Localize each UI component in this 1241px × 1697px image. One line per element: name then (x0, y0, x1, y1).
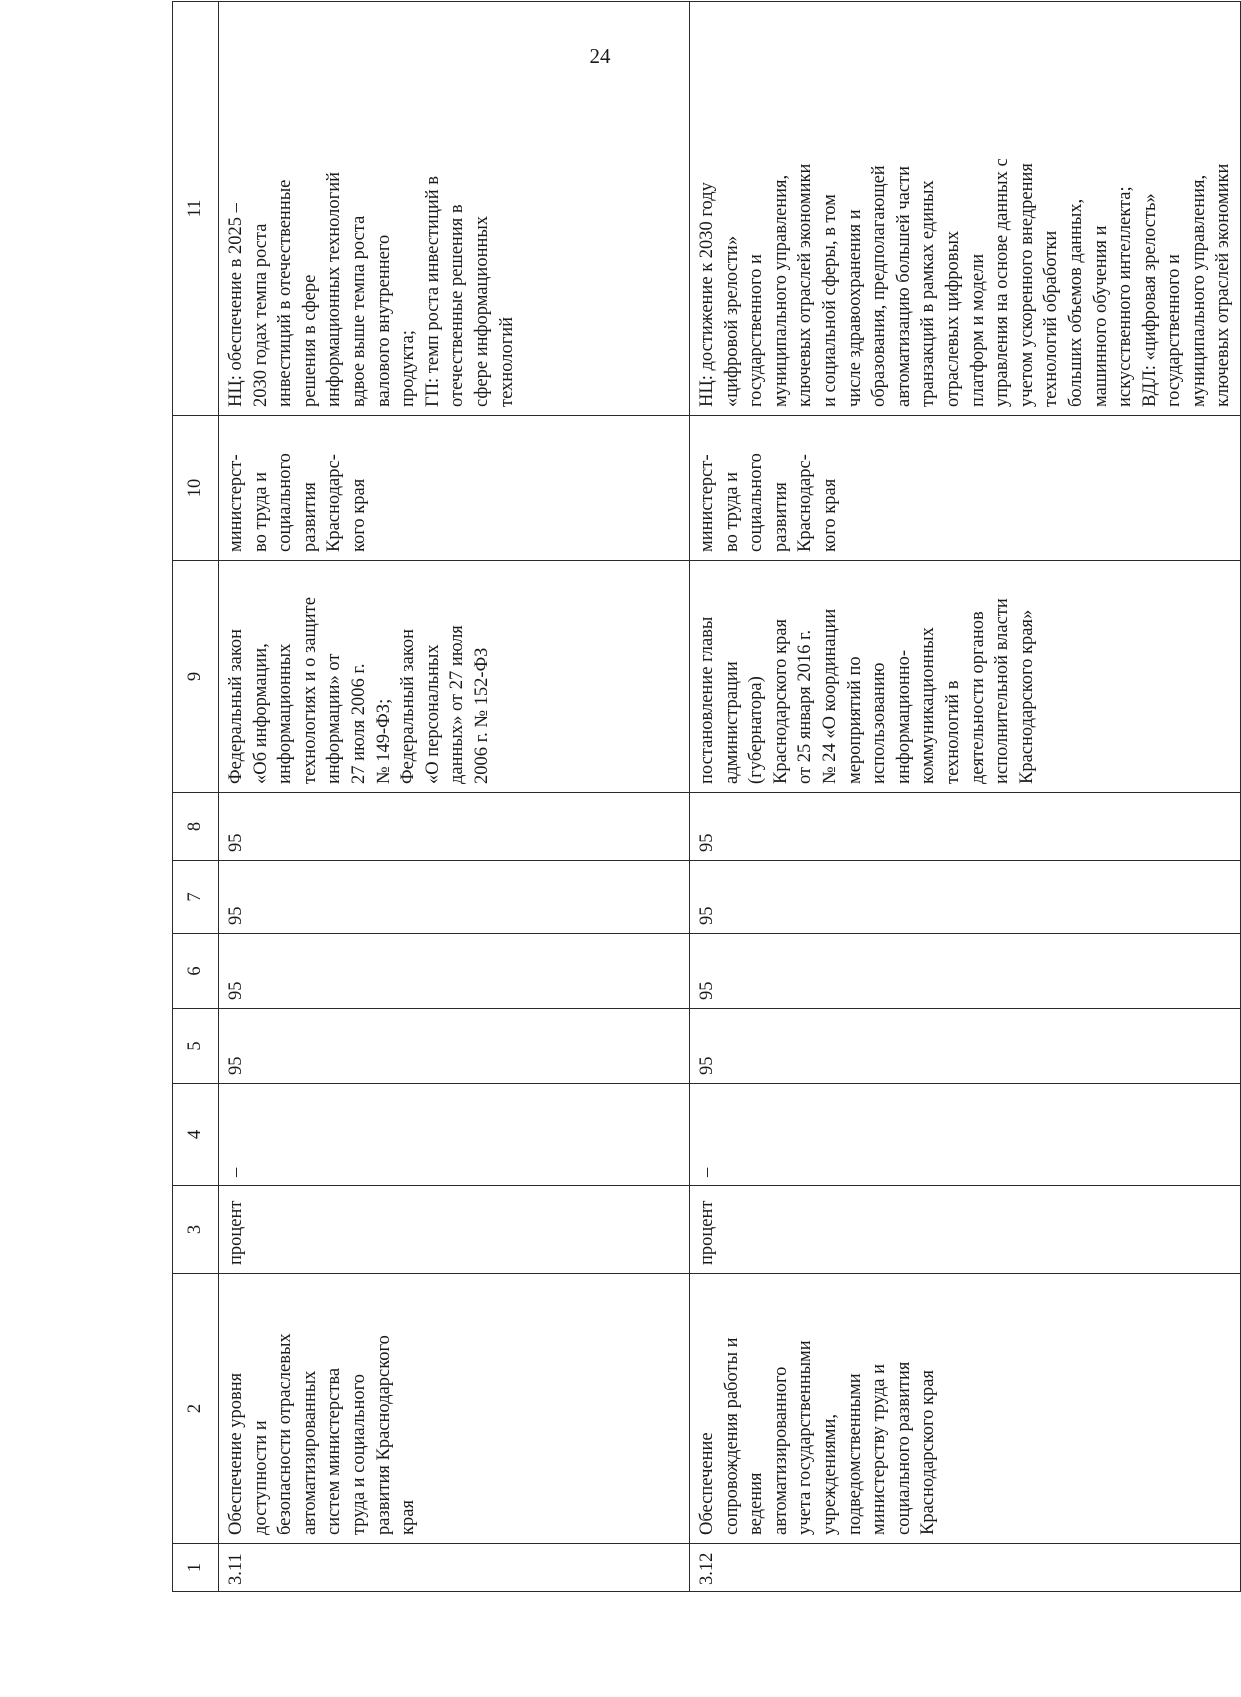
responsible-cell: министерст- во труда и социального развития Краснодарс- кого края (690, 416, 1241, 561)
value-cell: 95 (219, 793, 690, 861)
row-number: 3.12 (690, 1544, 1241, 1592)
value-cell: 95 (690, 861, 1241, 934)
legal-basis-cell: Федеральный закон «Об информации, информационных технологиях и о защите информации» от 27 июля 2006 г. № 149-ФЗ; Федеральный закон «О персональных данных» от 27 июля 2006 г. № 152-ФЗ (219, 561, 690, 793)
table-row (219, 2, 690, 1592)
column-header: 10 (173, 416, 219, 561)
value-cell: 95 (219, 861, 690, 934)
value-cell: 95 (219, 1009, 690, 1084)
value-cell: 95 (690, 1009, 1241, 1084)
base-value-cell: – (690, 1084, 1241, 1186)
goals-cell: НЦ: достижение к 2030 году «цифровой зрелости» государственного и муниципального управления, ключевых отраслей экономики и социальной сферы, в том числе здравоохранения и образования, предполагающей автоматизацию большей части транзакций в рамках единых отраслевых цифровых платформ и модели управления на основе данных с учетом ускоренного внедрения технологий обработки больших объемов данных, машинного обучения и искусственного интеллекта; ВДЛ: «цифровая зрелость» государственного и муниципального управления, ключевых отраслей экономики (690, 2, 1241, 416)
column-header: 6 (173, 934, 219, 1009)
table-row (690, 2, 1241, 1592)
legal-basis-cell: постановление главы администрации (губернатора) Краснодарского края от 25 января 2016 г. № 24 «О координации мероприятий по использованию информационно- коммуникационных технологий в деятельности органов исполнительной власти Краснодарского края» (690, 561, 1241, 793)
column-header: 3 (173, 1186, 219, 1274)
page-number: 24 (589, 44, 611, 68)
column-header: 7 (173, 861, 219, 934)
column-header: 4 (173, 1084, 219, 1186)
rotated-table-frame (172, 2, 1234, 1592)
value-cell: 95 (690, 793, 1241, 861)
column-header: 5 (173, 1009, 219, 1084)
row-number: 3.11 (219, 1544, 690, 1592)
goals-cell: НЦ: обеспечение в 2025 – 2030 годах темпа роста инвестиций в отечественные решения в сфере информационных технологий вдвое выше темпа роста валового внутреннего продукта; ГП: темп роста инвестиций в отечественные решения в сфере информационных технологий (219, 2, 690, 416)
column-header: 8 (173, 793, 219, 861)
column-header: 11 (173, 2, 219, 416)
column-header: 2 (173, 1274, 219, 1544)
header-row (173, 2, 219, 1592)
column-header: 1 (173, 1544, 219, 1592)
value-cell: 95 (690, 934, 1241, 1009)
responsible-cell: министерст- во труда и социального развития Краснодарс- кого края (219, 416, 690, 561)
value-cell: 95 (219, 934, 690, 1009)
base-value-cell: – (219, 1084, 690, 1186)
indicator-name: Обеспечение уровня доступности и безопасности отраслевых автоматизированных систем министерства труда и социального развития Краснодарского края (219, 1274, 690, 1544)
unit-cell: процент (690, 1186, 1241, 1274)
column-header: 9 (173, 561, 219, 793)
unit-cell: процент (219, 1186, 690, 1274)
indicators-table (172, 1, 1241, 1592)
indicator-name: Обеспечение сопровождения работы и ведения автоматизированного учета государственными учреждениями, подведомственными министерству труда и социального развития Краснодарского края (690, 1274, 1241, 1544)
